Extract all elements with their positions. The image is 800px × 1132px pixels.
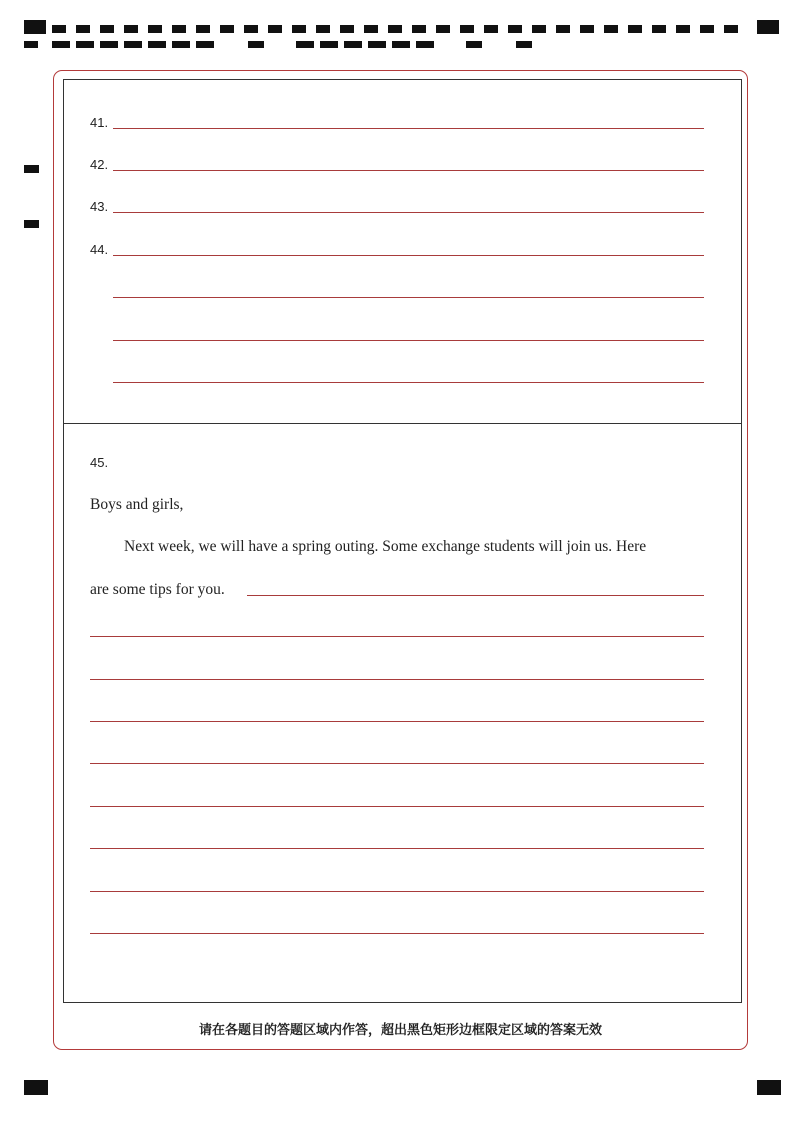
side-mark (24, 165, 39, 173)
timing-mark (556, 25, 570, 33)
question-number-44: 44. (90, 242, 109, 257)
side-mark (24, 220, 39, 228)
writing-line[interactable] (90, 891, 704, 892)
timing-mark (268, 25, 282, 33)
timing-mark (508, 25, 522, 33)
timing-mark (460, 25, 474, 33)
writing-line[interactable] (90, 679, 704, 680)
answer-line-41[interactable] (113, 128, 704, 129)
writing-line[interactable] (90, 636, 704, 637)
writing-line[interactable] (90, 806, 704, 807)
timing-mark (196, 25, 210, 33)
timing-mark (248, 41, 264, 48)
writing-prompt-line2: are some tips for you. (90, 581, 225, 598)
timing-mark (196, 41, 214, 48)
timing-mark (172, 25, 186, 33)
timing-mark (24, 41, 38, 48)
answer-line-44[interactable] (113, 255, 704, 256)
writing-line[interactable] (90, 848, 704, 849)
timing-mark (100, 25, 114, 33)
timing-mark (388, 25, 402, 33)
writing-prompt-line1: Next week, we will have a spring outing. Some exchange students will join us. Here (124, 538, 647, 555)
timing-mark (320, 41, 338, 48)
timing-mark (652, 25, 666, 33)
timing-mark (484, 25, 498, 33)
answer-area-notice: 请在各题目的答题区域内作答，超出黑色矩形边框限定区域的答案无效 (198, 1023, 602, 1038)
timing-mark (100, 41, 118, 48)
question-number-42: 42. (90, 157, 109, 172)
corner-mark-top-right (757, 20, 779, 34)
timing-mark (604, 25, 618, 33)
answer-line-42[interactable] (113, 170, 704, 171)
timing-mark (148, 25, 162, 33)
answer-line-44[interactable] (113, 382, 704, 383)
timing-mark (296, 41, 314, 48)
answer-line-43[interactable] (113, 212, 704, 213)
timing-mark (52, 41, 70, 48)
timing-mark (416, 41, 434, 48)
timing-mark (368, 41, 386, 48)
timing-mark (52, 25, 66, 33)
question-number-41: 41. (90, 115, 109, 130)
timing-mark (76, 41, 94, 48)
timing-mark (676, 25, 690, 33)
writing-salutation: Boys and girls, (90, 496, 184, 513)
timing-mark (124, 41, 142, 48)
timing-mark (700, 25, 714, 33)
writing-line[interactable] (90, 763, 704, 764)
timing-mark (124, 25, 138, 33)
timing-mark (628, 25, 642, 33)
timing-mark (580, 25, 594, 33)
timing-mark (436, 25, 450, 33)
corner-mark-top-left (24, 20, 46, 34)
writing-line[interactable] (90, 721, 704, 722)
timing-mark (532, 25, 546, 33)
timing-mark (392, 41, 410, 48)
timing-mark (244, 25, 258, 33)
writing-line[interactable] (90, 933, 704, 934)
timing-mark (466, 41, 482, 48)
corner-mark-bottom-left (24, 1080, 48, 1095)
timing-mark (316, 25, 330, 33)
timing-mark (148, 41, 166, 48)
section-divider (63, 423, 742, 424)
timing-mark (412, 25, 426, 33)
timing-mark (220, 25, 234, 33)
answer-line-44[interactable] (113, 297, 704, 298)
timing-mark (344, 41, 362, 48)
question-number-43: 43. (90, 199, 109, 214)
timing-mark (724, 25, 738, 33)
timing-mark (516, 41, 532, 48)
timing-mark (292, 25, 306, 33)
timing-mark (172, 41, 190, 48)
question-number-45: 45. (90, 455, 109, 470)
timing-mark (364, 25, 378, 33)
corner-mark-bottom-right (757, 1080, 781, 1095)
timing-mark (340, 25, 354, 33)
answer-line-44[interactable] (113, 340, 704, 341)
writing-line[interactable] (247, 595, 704, 596)
timing-mark (76, 25, 90, 33)
